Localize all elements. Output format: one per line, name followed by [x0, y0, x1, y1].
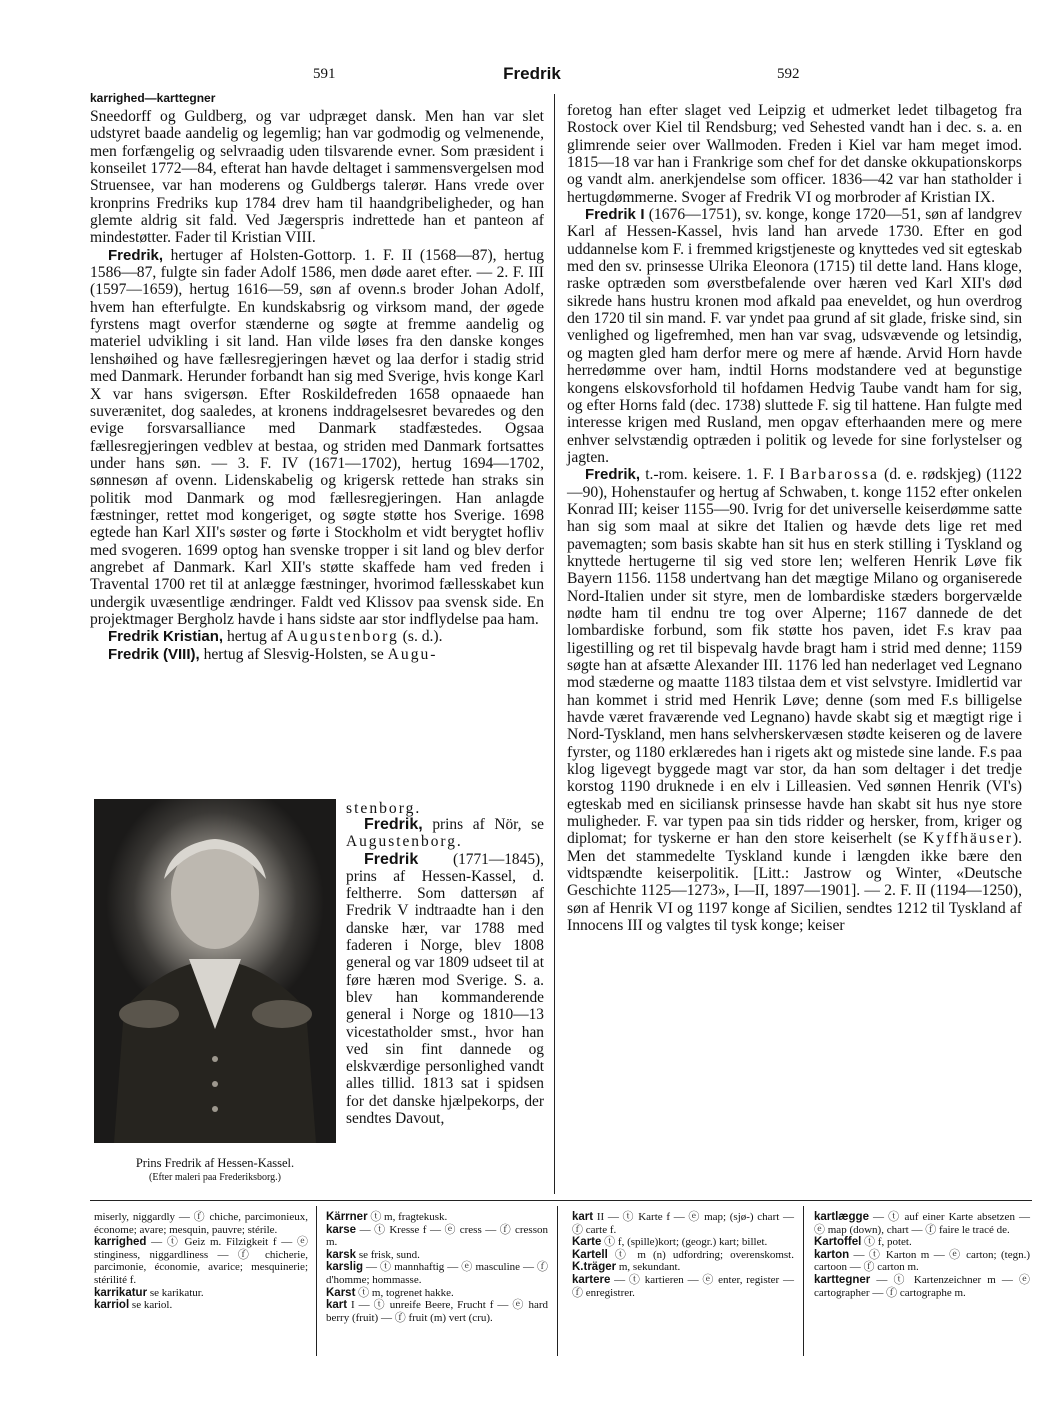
dict-entry: karttegner — ⓣ Kartenzeichner m — ⓔ cartographer — ⓕ cartographe m. — [814, 1273, 1030, 1299]
entry-fredrik-viii-tail: stenborg. — [346, 800, 422, 817]
figure-credit: (Efter maleri paa Frederiksborg.) — [149, 1172, 281, 1183]
entry-continuation: foretog han efter slaget ved Leipzig et udmerket ledet tilbagetog fra Rostock over Kiel til Rendsburg; ved Sehested vandt han i dec. s. a. en glimrende seier over Wallmoden. Freden i Kiel var ham meget imod. 1815—18 var han i Frankrige som chef for det danske okkupationskorps og vandt alm. anerkjendelse som officer. 1836—42 var han statholder i hertugdømmerne. Svoger af Fredrik VI og morbroder af Kristian IX. — [567, 102, 1022, 206]
entry-fredrik-kristian: Fredrik Kristian, hertug af Augustenborg (s. d.). — [108, 628, 443, 646]
footer-divider — [557, 1206, 558, 1356]
right-page-number: 592 — [777, 66, 800, 82]
dict-entry: karse — ⓣ Kresse f — ⓔ cress — ⓕ cresson m. — [326, 1223, 548, 1249]
dict-entry: Kartell ⓣ m (n) udfordring; overenskomst. K.träger m, sekundant. — [572, 1248, 794, 1274]
headword: Fredrik, — [364, 816, 423, 833]
dict-entry: karrighed — ⓣ Geiz m. Filzigkeit f — ⓔ stinginess, niggardliness — ⓕ chicherie, parcimonie, économie, avarice; mesquinerie; stérilité f. — [94, 1236, 308, 1286]
headword: Fredrik — [364, 850, 419, 868]
dict-entry: karsk se frisk, sund. — [326, 1248, 420, 1261]
dict-entry: Karst ⓣ m, togrenet hakke. — [326, 1286, 454, 1299]
dict-entry: kartlægge — ⓣ auf einer Karte absetzen — ⓔ map (down), chart — ⓕ faire le tracé de. — [814, 1211, 1030, 1236]
dict-entry: kart I — ⓣ unreife Beere, Frucht f — ⓔ hard berry (fruit) — ⓕ fruit (m) vert (cru). — [326, 1299, 548, 1324]
dict-entry: Kärrner ⓣ m, fragtekusk. — [326, 1211, 448, 1223]
headword: Fredrik (VIII), — [108, 645, 200, 663]
column-divider — [554, 94, 555, 1194]
dict-entry: karriol se kariol. — [94, 1299, 173, 1312]
entry-fredrik-holsten-gottorp: Fredrik, hertuger af Holsten-Gottorp. 1. F. II (1568—87), hertug 1586—87, fulgte sin fader Adolf 1586, men døde aaret efter. — 2. F. III (1597—1659), hertug 1616—59, søn af ovenn.s broder Johan Adolf, hvem han efterfulgte. En kundskabsrig og virksom mand, der øgede fyrstens magt overfor stænderne og søgte at fremme aandelig og materiel udvikling i sit land. Han vilde løses fra den danske konges lenshøihed og have fællesregjeringen hævet og laa derfor i stadig strid med Danmark. Herunder forbandt han sig med Sverige, hvis konge Karl X var hans svigersøn. Efter Roskildefreden 1658 opnaaede han suverænitet, dog saaledes, at kronens inddragelsesret bevaredes og den evige forsvarsalliance med Danmark stadfæstedes. Ogsaa fællesregjeringen vedblev at bestaa, og striden med Danmark fortsattes under hans søn. — 3. F. IV (1671—1702), hertug 1694—1702, sønnesøn af ovenn. Lidenskabelig og krigersk rettede han straks sin politik mod Danmark og mod fællesregjeringen. Han anlagde fæstninger, rettet mod kongeriget, og søgte støtte hos Sverige. 1698 egtede han Karl XII's søster og førte i Stockholm et vidt berygtet hofliv med svogeren. 1699 optog han svenske tropper i sit land og blev derfor angrebet af Danmark. Karl XII's støtte skaffede ham ved freden i Travental 1700 ret til at anlægge fæstninger, hvorimod fællesskabet kun undergik uvæsentlige ændringer. Faldt ved Klissov paa svensk side. En projektmager Bergholz havde i hans sidste aar stor indflydelse paa ham. — [90, 246, 544, 628]
dict-entry: Kartoffel ⓣ f, potet. — [814, 1236, 912, 1249]
dict-entry: karslig — ⓣ mannhaftig — ⓔ masculine — ⓕ d'homme; hommasse. — [326, 1261, 548, 1286]
entry-fredrik-hessen-kassel: Fredrik (1771—1845), prins af Hessen-Kassel, d. feltherre. Som dattersøn af Fredrik V indtraadte han i den danske hær, var 1788 med faderen i Norge, blev 1808 general og var 1809 udseet til at føre hæren mod Sverige. S. a. blev han kommanderende general i Norge og 1810—13 vicestatholder smst., hvor han ved sin fint dannede og elskværdige personlighed vandt alles tillid. 1813 sat i spidsen for det danske hjælpekorps, der sendtes Davout, — [346, 850, 544, 1128]
dict-entry: miserly, niggardly — ⓕ chiche, parcimonieux, économe; avare; mesquin, pauvre; stérile. — [94, 1211, 308, 1236]
dict-entry: karton — ⓣ Karton m — ⓔ carton; (tegn.) cartoon — ⓕ carton m. — [814, 1248, 1030, 1274]
column-left — [90, 108, 544, 663]
entry-continuation: Sneedorff og Guldberg, og var udpræget dansk. Men han var slet udstyret baade aandelig og legemlig; han var godmodig og velmenende, men forfængelig og selvraadig uden tilsvarende evner. Som præsident i konseilet 1772—84, efterat han havde deltaget i sammensvergelsen mod Struensee, var han moderens og Guldbergs talerør. Hans vrede over kronprins Fredriks kup 1784 drev ham til haandgribeligheder, og han glemte aldrig sit fald. Ved Jægerspris indrettede han et panteon af mindestøtter. Fader til Kristian VIII. — [90, 108, 544, 247]
column-left-narrow — [346, 816, 544, 1127]
column-right — [567, 102, 1022, 935]
portrait-image — [94, 799, 336, 1143]
entry-fredrik-viii: Fredrik (VIII), hertug af Slesvig-Holsten, se Augu- — [108, 645, 438, 663]
entry-fredrik-keisere: Fredrik, t.-rom. keisere. 1. F. I Barbarossa (d. e. rødskjeg) (1122—90), Hohenstaufer og hertug af Schwaben, t. konge 1152 efter onkelen Konrad III; keiser 1155—90. Ivrig for det universelle keiserdømme satte han sig som maal at sikre det Italien og hævde dets lige ret med pavemagten; som basis skabte han sit hus en sterk stilling i Tyskland og knyttede hertugerne til sig ved store len; welferen Henrik Løve fik Bayern 1156. 1158 undertvang han det mægtige Milano og organiserede Nord-Italien under sit styre, men de lombardiske stæders borgervælde nødte ham til endnu tre tog over Alperne; 1167 dannede de det lombardiske forbund, som fik støtte hos paven, idet F.s krav paa ligestilling og ret til bispevalg havde bragt ham i strid med denne; 1159 søgte han at afsætte Alexander III. 1176 led han nederlaget ved Legnano mod stæderne og maatte 1183 tilstaa dem et vist selvstyre. Imidlertid var han kommet i strid med Henrik Løve; denne (som med F.s billigelse havde været fraværende ved Legnano) havde skabt sig et mægtigt rige i Nord-Tyskland, men hans selvherskervæsen stødte keiseren og de lavere fyrster, og 1180 erklæredes han i rigets akt og mistede sine lande. F.s paa klog ligevegt byggede magt var stor, da han som deltager i det tredje korstog 1190 druknede i en elv i Lilleasien. Ved sønnen Henrik (VI's) egteskab med en siciliansk prinsesse havde han skabt sit hus nye store muligheder. F. var typen paa sin tids ridder og hersker, from, kriger og diplomat; for tyskerne er han den store keiserhelt (se Kyffhäuser). Men det stammedelte Tyskland kunde i længden ikke bære den vidtspændte keiserpolitik. [Litt.: Jastrow og Winter, «Deutsche Geschichte 1125—1273», I—II, 1897—1901]. — 2. F. II (1194—1250), søn af Henrik VI og 1197 konge af Sicilien, sendtes 1212 til Tyskland af Innocens III og valgtes til tysk konge; keiser — [567, 466, 1022, 935]
entry-fredrik-i-sverige: Fredrik I (1676—1751), sv. konge, konge 1720—51, søn af landgrev Karl af Hessen-Kassel, hvis land han arvede 1730. Efter en god uddannelse kom F. i fremmed krigstjeneste og knyttedes ved sit egteskab med den sv. prinsesse Ulrika Eleonora (1715) til dette land. Hans kloge, raske optræden som øverstbefalende over hæren ved Karl XII's død sikrede hans hustru kronen mod afkald paa eneveldet, og hun overdrog den 1720 til sin mand. F. var yndet paa grund af sit glade, friske sind, sin venlighed og ligefremhed, men han var svag, udsvævende og letsindig, og magten gled ham derfor mere og mere af hænde. Arvid Horn havde herredømme over ham, indtil Horns modstandere ved at begunstige kongens elskovsforhold til hofdamen Hedvig Taube vandt ham for sig, og efter Horns fald (dec. 1738) sluttede F. sig til hattene. Han fulgte med interesse krigen med Rusland, men opgav efterhaanden mere og mere enhver selvstændig optræden i politik og levede for sine forlystelser og jagten. — [567, 206, 1022, 466]
footer-rule — [90, 1200, 1032, 1201]
footer-column-1 — [94, 1211, 308, 1312]
footer-divider — [803, 1206, 804, 1356]
dict-entry: kart II — ⓣ Karte f — ⓔ map; (sjø-) chart — ⓕ carte f. — [572, 1211, 794, 1236]
guide-words: karrighed—karttegner — [90, 91, 216, 105]
dict-entry: kartere — ⓣ kartieren — ⓔ enter, register — ⓕ enregistrer. — [572, 1273, 794, 1299]
headword: Fredrik, — [108, 246, 164, 264]
footer-column-3 — [572, 1211, 794, 1299]
headword: Fredrik Kristian, — [108, 628, 224, 646]
page-title: Fredrik — [503, 64, 561, 83]
figure-caption: Prins Fredrik af Hessen-Kassel. — [135, 1156, 295, 1170]
dict-entry: karrikatur se karikatur. — [94, 1286, 204, 1299]
dict-entry: Karte ⓣ f, (spille)kort; (geogr.) kart; billet. — [572, 1236, 768, 1249]
entry-fredrik-prins-af-nor: Fredrik, prins af Nör, se Augustenborg. — [346, 816, 544, 851]
left-page-number: 591 — [313, 66, 336, 82]
column-left-wrap-start — [346, 800, 544, 817]
footer-divider — [316, 1206, 317, 1356]
headword: Fredrik I — [585, 206, 645, 224]
footer-column-2 — [326, 1211, 548, 1324]
footer-column-4 — [814, 1211, 1030, 1299]
headword: Fredrik, — [585, 466, 641, 484]
portrait-drawing — [94, 799, 336, 1143]
